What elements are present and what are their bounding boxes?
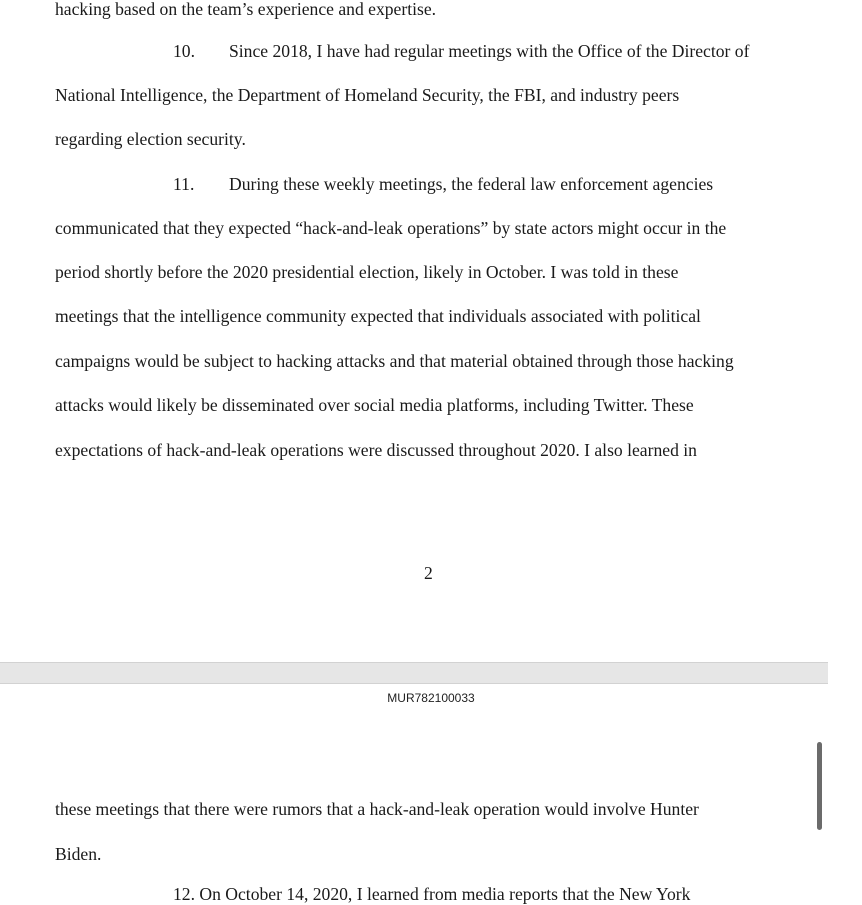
text-line: campaigns would be subject to hacking attacks and that material obtained through those hacking (55, 351, 734, 371)
text-line: communicated that they expected “hack-and-leak operations” by state actors might occur in the (55, 218, 727, 238)
text-line: Biden. (55, 844, 102, 864)
text-line: Since 2018, I have had regular meetings with the Office of the Director of (229, 41, 750, 61)
text-line: these meetings that there were rumors that a hack-and-leak operation would involve Hunter (55, 799, 699, 819)
text-line: period shortly before the 2020 presidential election, likely in October. I was told in these (55, 262, 679, 282)
bates-number: MUR782100033 (387, 691, 475, 705)
scrollbar-thumb[interactable] (817, 742, 822, 830)
text-line: regarding election security. (55, 129, 246, 149)
text-line: meetings that the intelligence community expected that individuals associated with political (55, 306, 701, 326)
text-line: National Intelligence, the Department of Homeland Security, the FBI, and industry peers (55, 85, 680, 105)
page-number: 2 (424, 563, 433, 583)
text-line: hacking based on the team’s experience and expertise. (55, 0, 437, 19)
text-line-partial: 12. On October 14, 2020, I learned from media reports that the New York (173, 884, 691, 904)
text-line: attacks would likely be disseminated over social media platforms, including Twitter. These (55, 395, 694, 415)
paragraph-number: 10. (173, 41, 195, 61)
text-line: expectations of hack-and-leak operations were discussed throughout 2020. I also learned in (55, 440, 697, 460)
text-line: During these weekly meetings, the federal law enforcement agencies (229, 174, 714, 194)
page-separator (0, 662, 828, 684)
document-page-3 (0, 684, 828, 893)
paragraph-number: 11. (173, 174, 195, 194)
clipped-next-line (0, 884, 828, 904)
